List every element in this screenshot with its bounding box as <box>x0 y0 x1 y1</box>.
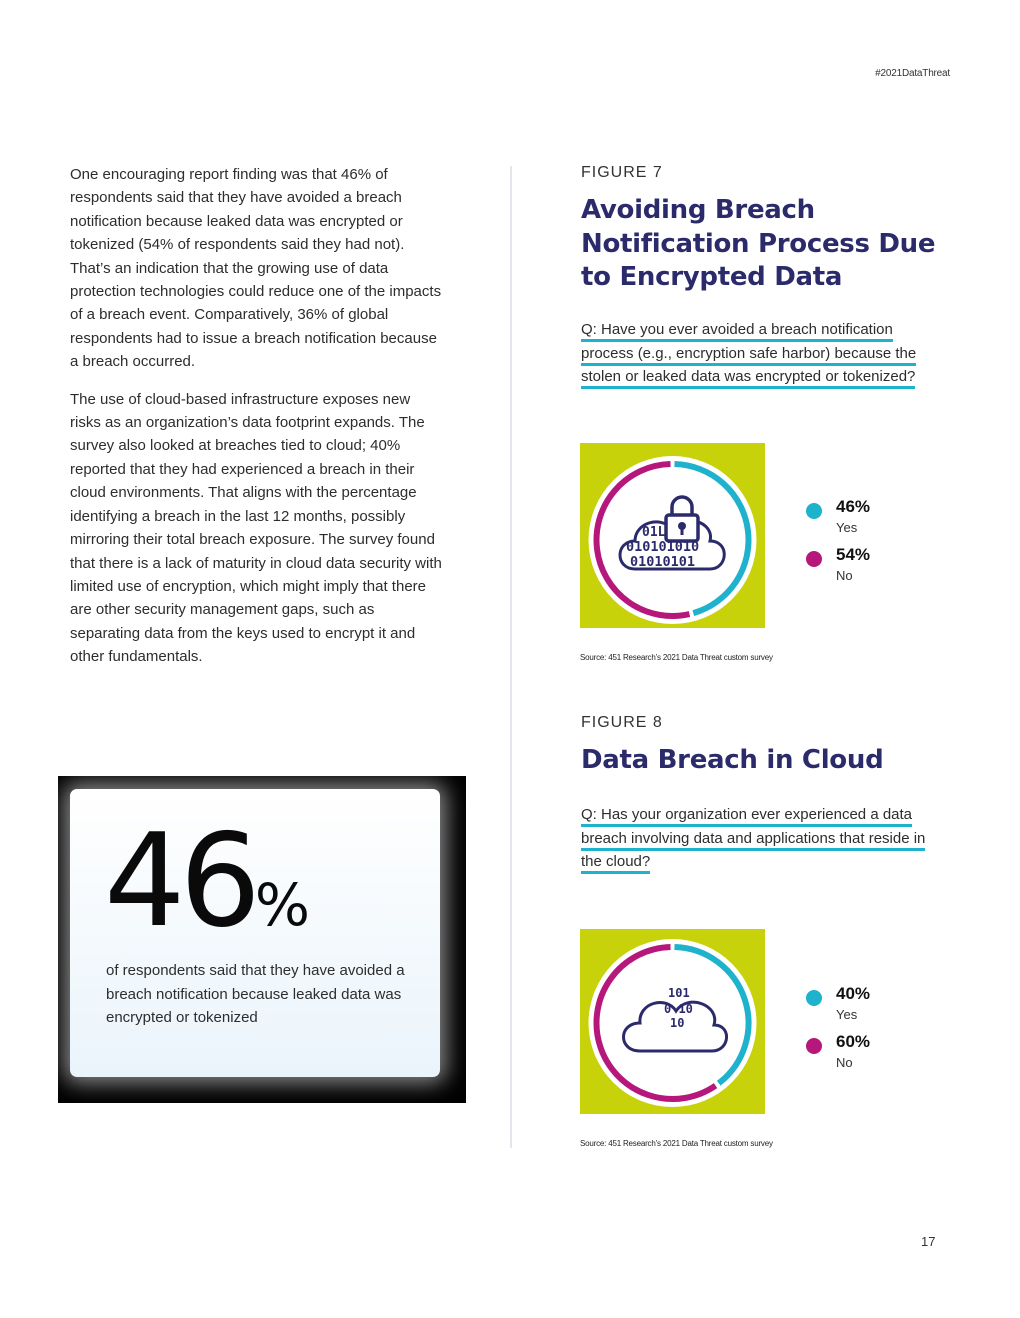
figure-8-label: FIGURE 8 <box>581 714 663 731</box>
binary-row-3: 01010101 <box>630 554 696 570</box>
binary-row-2: 010101010 <box>626 539 700 555</box>
legend-dot-no <box>806 551 822 567</box>
binary-row-1: 01L <box>642 525 666 540</box>
body-paragraph-2: The use of cloud-based infrastructure exposes new risks as an organization’s data footprint expands. The survey also looked at breaches tied to cloud; 40% reported that they had experienced a breach in their cloud environments. That aligns with the percentage identifying a breach in the last 12 months, possibly mirroring their total breach exposure. The survey found that there is a lack of maturity in cloud data security with limited use of encryption, which might imply that there are other security management gaps, such as separating data from the keys used to encrypt it and other fundamentals. <box>70 390 442 666</box>
page-number: 17 <box>921 1234 936 1249</box>
figure-7-label: FIGURE 7 <box>581 164 663 181</box>
figure-7-legend <box>806 497 916 593</box>
legend-label-no: No <box>836 568 853 583</box>
binary-row-3: 10 <box>670 1016 685 1030</box>
body-text <box>70 163 442 683</box>
stat-percent-sign: % <box>254 871 310 939</box>
legend-dot-yes <box>806 990 822 1006</box>
legend-label-yes: Yes <box>836 520 858 535</box>
stat-number: 46% <box>104 807 310 956</box>
legend-value-no: 60% <box>836 1032 871 1051</box>
legend-label-no: No <box>836 1055 853 1070</box>
legend-dot-no <box>806 1038 822 1054</box>
figure-8-question: Q: Has your organization ever experienced a data breach involving data and applications that reside in the cloud? <box>581 803 941 874</box>
figure-7-title: Avoiding Breach Notification Process Due to Encrypted Data <box>581 195 936 292</box>
figure-8-donut <box>580 929 765 1114</box>
figure-8-title: Data Breach in Cloud <box>581 745 884 775</box>
legend-item-no <box>806 545 916 593</box>
figure-7-source: Source: 451 Research’s 2021 Data Threat custom survey <box>580 653 773 662</box>
figure-8-legend <box>806 984 916 1080</box>
legend-item-yes <box>806 497 916 545</box>
stat-description: of respondents said that they have avoided a breach notification because leaked data was encrypted or tokenized <box>106 962 405 1026</box>
legend-value-no: 54% <box>836 545 871 564</box>
body-paragraph-1: One encouraging report finding was that 46% of respondents said that they have avoided a breach notification because leaked data was encrypted or tokenized (54% of respondents said they had not). That’s an indication that the growing use of data protection technologies could reduce one of the impacts of a breach event. Comparatively, 36% of global respondents had to issue a breach notification because a breach occurred. <box>70 166 442 371</box>
binary-row-2: 0 10 <box>664 1002 693 1016</box>
legend-value-yes: 46% <box>836 497 871 516</box>
figure-8-chart <box>580 929 765 1114</box>
legend-dot-yes <box>806 503 822 519</box>
figure-7-chart <box>580 443 765 628</box>
stat-callout-card <box>70 789 440 1077</box>
column-divider <box>510 166 512 1148</box>
figure-7-question: Q: Have you ever avoided a breach notification process (e.g., encryption safe harbor) because the stolen or leaked data was encrypted or tokenized? <box>581 318 941 389</box>
figure-7-donut <box>580 443 765 628</box>
legend-item-yes <box>806 984 916 1032</box>
binary-row-1: 101 <box>668 986 690 1000</box>
legend-label-yes: Yes <box>836 1007 858 1022</box>
legend-value-yes: 40% <box>836 984 871 1003</box>
legend-item-no <box>806 1032 916 1080</box>
figure-8-source: Source: 451 Research’s 2021 Data Threat custom survey <box>580 1139 773 1148</box>
report-hashtag: #2021DataThreat <box>875 68 950 79</box>
